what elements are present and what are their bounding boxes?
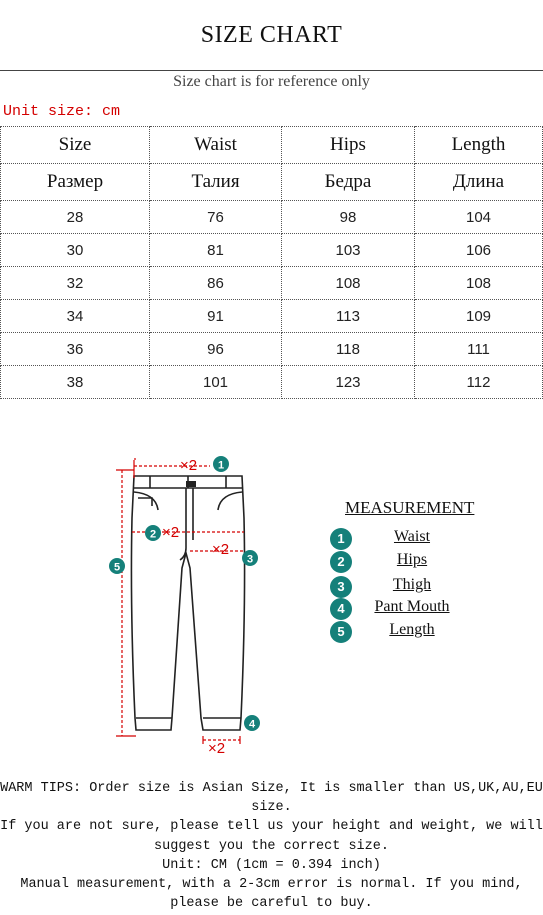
hips-multiplier: ×2 xyxy=(162,524,180,541)
cell-size: 36 xyxy=(1,333,150,366)
legend-label-thigh: Thigh xyxy=(392,576,432,593)
unit-label: Unit size: cm xyxy=(3,103,121,120)
cell-waist: 101 xyxy=(150,366,282,399)
table-row xyxy=(1,366,543,399)
tips-line: size. xyxy=(251,800,292,816)
table-row xyxy=(1,333,543,366)
cell-hips: 113 xyxy=(282,300,415,333)
badge-1-number: 1 xyxy=(217,459,225,472)
cell-size: 28 xyxy=(1,201,150,234)
title-divider xyxy=(0,70,543,71)
badge-1-icon: 1 xyxy=(330,528,352,550)
cell-size: 32 xyxy=(1,267,150,300)
table-row xyxy=(1,267,543,300)
waist-multiplier: ×2 xyxy=(180,457,198,474)
cell-size: 34 xyxy=(1,300,150,333)
pant-mouth-multiplier: ×2 xyxy=(208,740,226,757)
pants-outline xyxy=(131,476,244,730)
legend-label-length: Length xyxy=(389,621,435,638)
cell-length: 108 xyxy=(415,267,543,300)
subtitle: Size chart is for reference only xyxy=(173,73,370,90)
badge-4-icon: 4 xyxy=(330,598,352,620)
header-row-en xyxy=(1,127,543,164)
waist-arrow xyxy=(134,459,210,478)
badge-4-number: 4 xyxy=(248,718,256,731)
button-icon xyxy=(186,481,196,487)
cell-hips: 123 xyxy=(282,366,415,399)
cell-waist: 86 xyxy=(150,267,282,300)
header-hips: Hips xyxy=(282,127,415,164)
table-row xyxy=(1,300,543,333)
badge-5-number: 5 xyxy=(113,561,121,574)
header-length-ru: Длина xyxy=(415,164,543,201)
cell-waist: 91 xyxy=(150,300,282,333)
header-waist: Waist xyxy=(150,127,282,164)
tips-line: If you are not sure, please tell us your height and weight, we will xyxy=(0,819,543,835)
badge-3-icon: 3 xyxy=(330,576,352,598)
legend-label-pant-mouth: Pant Mouth xyxy=(374,598,450,615)
legend-item-thigh xyxy=(327,576,527,600)
cell-hips: 98 xyxy=(282,201,415,234)
thigh-multiplier: ×2 xyxy=(212,541,230,558)
header-size-ru: Размер xyxy=(1,164,150,201)
tips-line: please be careful to buy. xyxy=(170,896,373,912)
legend-item-pant-mouth xyxy=(327,598,527,622)
cell-waist: 96 xyxy=(150,333,282,366)
cell-length: 111 xyxy=(415,333,543,366)
legend-item-length xyxy=(327,621,527,645)
tips-line: Manual measurement, with a 2-3cm error is normal. If you mind, xyxy=(20,877,523,893)
cell-length: 104 xyxy=(415,201,543,234)
pants-diagram xyxy=(100,448,270,760)
cell-waist: 76 xyxy=(150,201,282,234)
page-title: SIZE CHART xyxy=(200,22,343,48)
badge-2-number: 2 xyxy=(149,528,157,541)
size-table xyxy=(0,126,543,399)
badge-2-icon: 2 xyxy=(330,551,352,573)
warm-tips xyxy=(0,779,543,913)
legend-item-hips xyxy=(327,551,527,575)
table-row xyxy=(1,201,543,234)
legend-label-hips: Hips xyxy=(396,551,428,568)
cell-hips: 103 xyxy=(282,234,415,267)
cell-hips: 108 xyxy=(282,267,415,300)
cell-hips: 118 xyxy=(282,333,415,366)
tips-line: WARM TIPS: Order size is Asian Size, It is smaller than US,UK,AU,EU xyxy=(0,781,543,796)
header-row-ru xyxy=(1,164,543,201)
badge-3-number: 3 xyxy=(246,553,254,566)
cell-length: 106 xyxy=(415,234,543,267)
header-size: Size xyxy=(1,127,150,164)
cell-waist: 81 xyxy=(150,234,282,267)
header-length: Length xyxy=(415,127,543,164)
cell-size: 30 xyxy=(1,234,150,267)
badge-5-icon: 5 xyxy=(330,621,352,643)
tips-line: Unit: CM (1cm = 0.394 inch) xyxy=(162,857,381,873)
legend-item-waist xyxy=(327,528,527,552)
tips-line: suggest you the correct size. xyxy=(154,838,389,854)
cell-length: 112 xyxy=(415,366,543,399)
header-hips-ru: Бедра xyxy=(282,164,415,201)
cell-size: 38 xyxy=(1,366,150,399)
legend-label-waist: Waist xyxy=(393,528,431,545)
table-row xyxy=(1,234,543,267)
legend-title: MEASUREMENT xyxy=(345,498,475,517)
cell-length: 109 xyxy=(415,300,543,333)
header-waist-ru: Талия xyxy=(150,164,282,201)
